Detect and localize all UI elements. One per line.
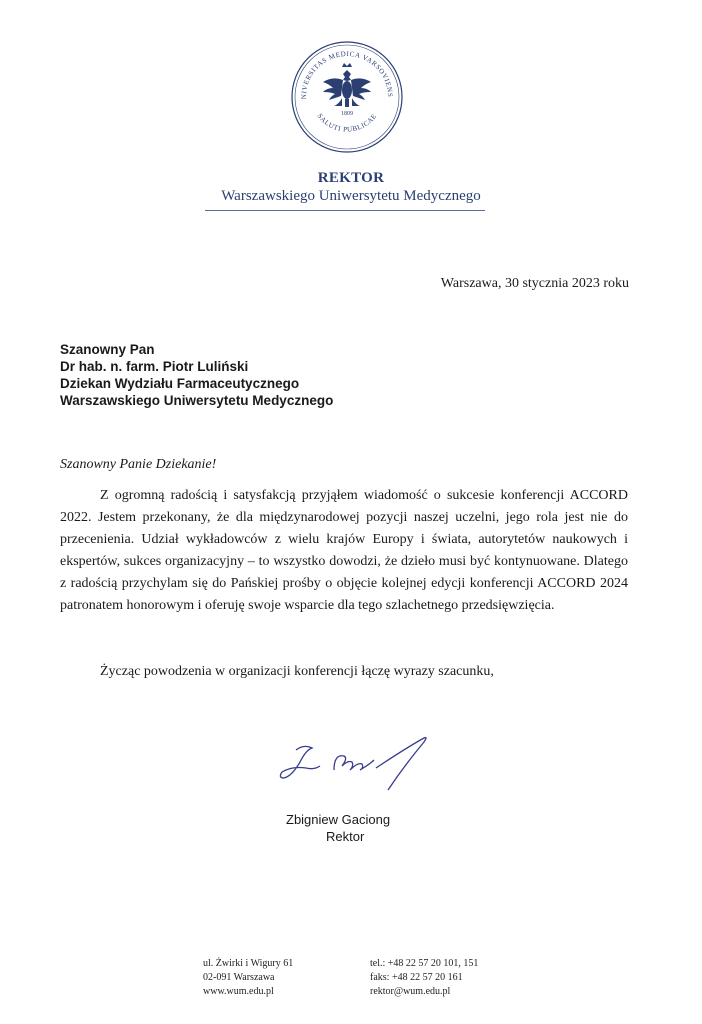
header-title: REKTOR bbox=[317, 170, 385, 186]
recipient-line: Dr hab. n. farm. Piotr Luliński bbox=[60, 359, 249, 374]
footer-email: rektor@wum.edu.pl bbox=[370, 986, 451, 997]
recipient-line: Dziekan Wydziału Farmaceutycznego bbox=[60, 376, 300, 391]
footer-address bbox=[203, 957, 293, 999]
recipient-line: Warszawskiego Uniwersytetu Medycznego bbox=[60, 393, 334, 408]
university-seal bbox=[290, 40, 404, 154]
salutation: Szanowny Panie Dziekanie! bbox=[60, 457, 217, 472]
footer-street: ul. Żwirki i Wigury 61 bbox=[203, 958, 294, 969]
header-divider bbox=[205, 210, 485, 211]
recipient-line: Szanowny Pan bbox=[60, 342, 155, 357]
footer-fax: faks: +48 22 57 20 161 bbox=[370, 972, 463, 983]
eagle-emblem-icon bbox=[290, 40, 404, 154]
footer-city: 02-091 Warszawa bbox=[203, 972, 275, 983]
seal-ring-text-bottom: SALUTI PUBLICAE bbox=[315, 112, 379, 134]
handwritten-signature bbox=[276, 732, 446, 792]
header-subtitle: Warszawskiego Uniwersytetu Medycznego bbox=[221, 188, 481, 204]
letter-date: Warszawa, 30 stycznia 2023 roku bbox=[440, 276, 629, 291]
signatory-name: Zbigniew Gaciong bbox=[286, 812, 391, 827]
footer-contact bbox=[370, 957, 478, 999]
body-paragraph: Z ogromną radością i satysfakcją przyjąłem wiadomość o sukcesie konferencji ACCORD 2022. Jestem przekonany, że dla międzynarodowej pozycji naszej uczelni, jego rola jest nie do przecenienia. Udział wykładowców z wielu krajów Europy i świata, autorytetów naukowych i ekspertów, sukces organizacyjny – to wszystko dowodzi, że dzieło musi być kontynuowane. Dlatego z radością przychylam się do Pańskiej prośby o objęcie kolejnej edycji konferencji ACCORD 2024 patronatem honorowym i oferuję swoje wsparcie dla tego szlachetnego przedsięwzięcia. bbox=[60, 488, 628, 613]
footer-phone: tel.: +48 22 57 20 101, 151 bbox=[370, 958, 479, 969]
signatory-role: Rektor bbox=[326, 829, 365, 844]
letter-body bbox=[60, 485, 628, 617]
seal-ring-text-top: NIVERSITAS MEDICA VARSOVIENS bbox=[299, 49, 395, 100]
recipient-block bbox=[60, 341, 333, 409]
seal-year: 1809 bbox=[341, 111, 353, 117]
footer-website: www.wum.edu.pl bbox=[203, 986, 274, 997]
closing-line: Życząc powodzenia w organizacji konferencji łączę wyrazy szacunku, bbox=[100, 664, 494, 679]
